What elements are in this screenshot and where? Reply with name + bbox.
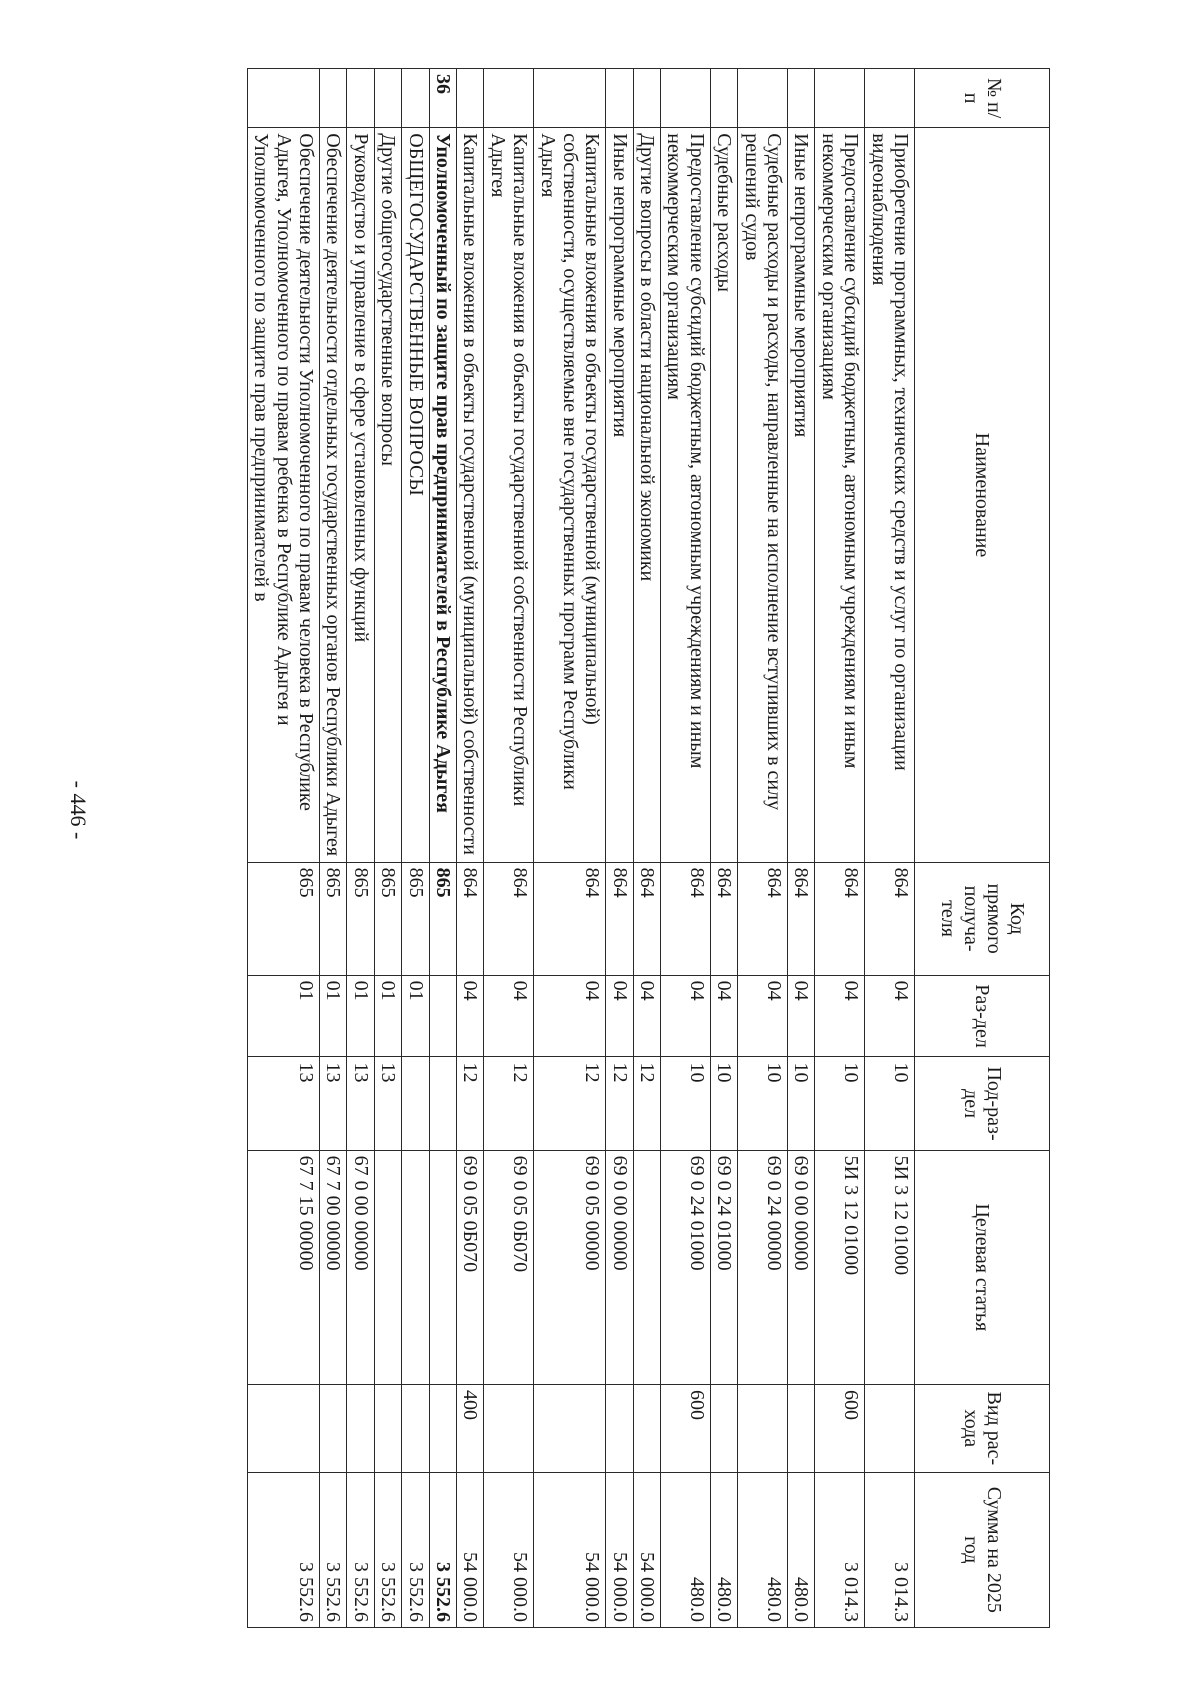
cell-name: Капитальные вложения в объекты государственной (муниципальной) собственности, осуществляемые вне государственных программ Республики Адыгея <box>534 128 606 862</box>
cell-expense-type <box>633 1385 660 1473</box>
cell-name: Руководство и управление в сфере установленных функций <box>347 128 374 862</box>
cell-target-article: 69 0 05 0Б070 <box>456 1150 483 1384</box>
header-subsection: Под-раз-дел <box>915 1057 1050 1150</box>
cell-number <box>606 69 633 128</box>
header-recipient-code: Код прямого получа-теля <box>915 862 1050 975</box>
cell-expense-type <box>738 1385 788 1473</box>
cell-expense-type: 600 <box>661 1385 711 1473</box>
cell-section: 01 <box>247 975 319 1057</box>
cell-target-article <box>633 1150 660 1384</box>
cell-name: ОБЩЕГОСУДАРСТВЕННЫЕ ВОПРОСЫ <box>402 128 429 862</box>
cell-target-article: 69 0 05 0Б070 <box>484 1150 534 1384</box>
cell-section: 04 <box>606 975 633 1057</box>
cell-target-article: 67 7 00 00000 <box>320 1150 347 1384</box>
cell-target-article: 67 0 00 00000 <box>347 1150 374 1384</box>
cell-amount: 3 552.6 <box>429 1472 456 1627</box>
cell-subsection <box>402 1057 429 1150</box>
cell-number <box>865 69 915 128</box>
cell-name: Предоставление субсидий бюджетным, автономным учреждениям и иным некоммерческим организациям <box>815 128 865 862</box>
cell-name: Предоставление субсидий бюджетным, автономным учреждениям и иным некоммерческим организациям <box>661 128 711 862</box>
cell-section: 04 <box>710 975 737 1057</box>
cell-name: Приобретение программных, технических средств и услуг по организации видеонаблюдения <box>865 128 915 862</box>
header-section: Раз-дел <box>915 975 1050 1057</box>
cell-subsection: 13 <box>320 1057 347 1150</box>
cell-recipient-code: 865 <box>247 862 319 975</box>
cell-number <box>484 69 534 128</box>
cell-recipient-code: 864 <box>606 862 633 975</box>
cell-name: Обеспечение деятельности Уполномоченного по правам человека в Республике Адыгея, Уполномоченного по правам ребенка в Республике Адыгея и Уполномоченного по защите прав предпринимателей в <box>247 128 319 862</box>
cell-section: 04 <box>456 975 483 1057</box>
cell-amount: 480.0 <box>661 1472 711 1627</box>
cell-recipient-code: 864 <box>710 862 737 975</box>
cell-name: Капитальные вложения в объекты государственной (муниципальной) собственности <box>456 128 483 862</box>
cell-amount: 3 552.6 <box>320 1472 347 1627</box>
cell-expense-type: 600 <box>815 1385 865 1473</box>
cell-amount: 480.0 <box>738 1472 788 1627</box>
cell-target-article: 69 0 00 00000 <box>606 1150 633 1384</box>
table-row <box>633 69 660 1628</box>
cell-section: 04 <box>865 975 915 1057</box>
cell-section: 01 <box>402 975 429 1057</box>
cell-amount: 3 552.6 <box>347 1472 374 1627</box>
cell-amount: 54 000.0 <box>633 1472 660 1627</box>
budget-table <box>247 68 1050 1628</box>
cell-expense-type <box>247 1385 319 1473</box>
cell-amount: 54 000.0 <box>484 1472 534 1627</box>
cell-name: Судебные расходы и расходы, направленные на исполнение вступивших в силу решений судов <box>738 128 788 862</box>
cell-expense-type <box>429 1385 456 1473</box>
cell-target-article: 69 0 05 00000 <box>534 1150 606 1384</box>
cell-subsection: 10 <box>738 1057 788 1150</box>
cell-subsection: 10 <box>788 1057 815 1150</box>
cell-recipient-code: 865 <box>402 862 429 975</box>
table-row <box>865 69 915 1628</box>
table-row <box>661 69 711 1628</box>
cell-recipient-code: 864 <box>484 862 534 975</box>
cell-amount: 3 014.3 <box>865 1472 915 1627</box>
table-row <box>788 69 815 1628</box>
header-expense-type: Вид рас-хода <box>915 1385 1050 1473</box>
cell-number: 36 <box>429 69 456 128</box>
cell-target-article: 5И 3 12 01000 <box>865 1150 915 1384</box>
cell-amount: 54 000.0 <box>456 1472 483 1627</box>
cell-subsection: 10 <box>865 1057 915 1150</box>
cell-amount: 3 014.3 <box>815 1472 865 1627</box>
cell-amount: 54 000.0 <box>606 1472 633 1627</box>
table-row <box>429 69 456 1628</box>
cell-number <box>815 69 865 128</box>
header-name: Наименование <box>915 128 1050 862</box>
header-no: № п/п <box>915 69 1050 128</box>
cell-subsection: 13 <box>374 1057 401 1150</box>
header-amount: Сумма на 2025 год <box>915 1472 1050 1627</box>
cell-number <box>456 69 483 128</box>
cell-number <box>534 69 606 128</box>
cell-recipient-code: 865 <box>347 862 374 975</box>
cell-expense-type: 400 <box>456 1385 483 1473</box>
cell-expense-type <box>788 1385 815 1473</box>
table-row <box>347 69 374 1628</box>
cell-recipient-code: 864 <box>865 862 915 975</box>
header-target-article: Целевая статья <box>915 1150 1050 1384</box>
cell-amount: 3 552.6 <box>402 1472 429 1627</box>
cell-name: Другие вопросы в области национальной экономики <box>633 128 660 862</box>
cell-recipient-code: 864 <box>661 862 711 975</box>
cell-target-article: 69 0 00 00000 <box>788 1150 815 1384</box>
cell-target-article: 69 0 24 01000 <box>710 1150 737 1384</box>
cell-expense-type <box>484 1385 534 1473</box>
cell-expense-type <box>374 1385 401 1473</box>
cell-name: Иные непрограммные мероприятия <box>788 128 815 862</box>
cell-subsection: 10 <box>815 1057 865 1150</box>
table-row <box>374 69 401 1628</box>
cell-expense-type <box>710 1385 737 1473</box>
table-row <box>402 69 429 1628</box>
cell-recipient-code: 864 <box>456 862 483 975</box>
page-number: - 446 - <box>66 780 91 840</box>
cell-number <box>374 69 401 128</box>
cell-name: Капитальные вложения в объекты государственной собственности Республики Адыгея <box>484 128 534 862</box>
cell-section: 01 <box>320 975 347 1057</box>
cell-section: 04 <box>534 975 606 1057</box>
cell-recipient-code: 864 <box>815 862 865 975</box>
cell-number <box>320 69 347 128</box>
cell-amount: 54 000.0 <box>534 1472 606 1627</box>
cell-recipient-code: 864 <box>738 862 788 975</box>
cell-number <box>788 69 815 128</box>
table-row <box>484 69 534 1628</box>
cell-section: 01 <box>374 975 401 1057</box>
cell-recipient-code: 865 <box>429 862 456 975</box>
cell-target-article: 69 0 24 00000 <box>738 1150 788 1384</box>
cell-number <box>247 69 319 128</box>
table-row <box>738 69 788 1628</box>
cell-recipient-code: 864 <box>788 862 815 975</box>
table-row <box>456 69 483 1628</box>
table-row <box>320 69 347 1628</box>
cell-amount: 480.0 <box>710 1472 737 1627</box>
table-row <box>606 69 633 1628</box>
cell-subsection: 12 <box>606 1057 633 1150</box>
cell-subsection: 10 <box>661 1057 711 1150</box>
rotated-table-sheet <box>150 68 1050 1628</box>
cell-amount: 3 552.6 <box>247 1472 319 1627</box>
cell-subsection: 13 <box>247 1057 319 1150</box>
cell-target-article: 67 7 15 00000 <box>247 1150 319 1384</box>
cell-number <box>402 69 429 128</box>
table-row <box>815 69 865 1628</box>
table-header-row <box>915 69 1050 1628</box>
table-body <box>247 69 914 1628</box>
cell-section: 01 <box>347 975 374 1057</box>
cell-name: Другие общегосударственные вопросы <box>374 128 401 862</box>
cell-expense-type <box>347 1385 374 1473</box>
cell-target-article <box>402 1150 429 1384</box>
cell-section: 04 <box>484 975 534 1057</box>
cell-target-article: 69 0 24 01000 <box>661 1150 711 1384</box>
cell-subsection: 12 <box>484 1057 534 1150</box>
cell-subsection: 12 <box>633 1057 660 1150</box>
cell-section: 04 <box>788 975 815 1057</box>
cell-name: Судебные расходы <box>710 128 737 862</box>
cell-recipient-code: 865 <box>374 862 401 975</box>
cell-name: Уполномоченный по защите прав предпринимателей в Республике Адыгея <box>429 128 456 862</box>
table-row <box>710 69 737 1628</box>
cell-expense-type <box>534 1385 606 1473</box>
cell-expense-type <box>865 1385 915 1473</box>
cell-number <box>347 69 374 128</box>
cell-target-article: 5И 3 12 01000 <box>815 1150 865 1384</box>
cell-section: 04 <box>633 975 660 1057</box>
cell-section: 04 <box>661 975 711 1057</box>
cell-name: Обеспечение деятельности отдельных государственных органов Республики Адыгея <box>320 128 347 862</box>
cell-recipient-code: 865 <box>320 862 347 975</box>
cell-target-article <box>429 1150 456 1384</box>
cell-subsection: 10 <box>710 1057 737 1150</box>
cell-number <box>633 69 660 128</box>
cell-number <box>661 69 711 128</box>
cell-amount: 3 552.6 <box>374 1472 401 1627</box>
cell-recipient-code: 864 <box>633 862 660 975</box>
cell-subsection <box>429 1057 456 1150</box>
cell-expense-type <box>606 1385 633 1473</box>
cell-amount: 480.0 <box>788 1472 815 1627</box>
cell-target-article <box>374 1150 401 1384</box>
cell-number <box>738 69 788 128</box>
cell-section <box>429 975 456 1057</box>
cell-section: 04 <box>815 975 865 1057</box>
cell-expense-type <box>402 1385 429 1473</box>
table-row <box>534 69 606 1628</box>
table-row <box>247 69 319 1628</box>
cell-subsection: 12 <box>456 1057 483 1150</box>
cell-recipient-code: 864 <box>534 862 606 975</box>
cell-expense-type <box>320 1385 347 1473</box>
cell-subsection: 13 <box>347 1057 374 1150</box>
cell-subsection: 12 <box>534 1057 606 1150</box>
cell-name: Иные непрограммные мероприятия <box>606 128 633 862</box>
cell-section: 04 <box>738 975 788 1057</box>
cell-number <box>710 69 737 128</box>
